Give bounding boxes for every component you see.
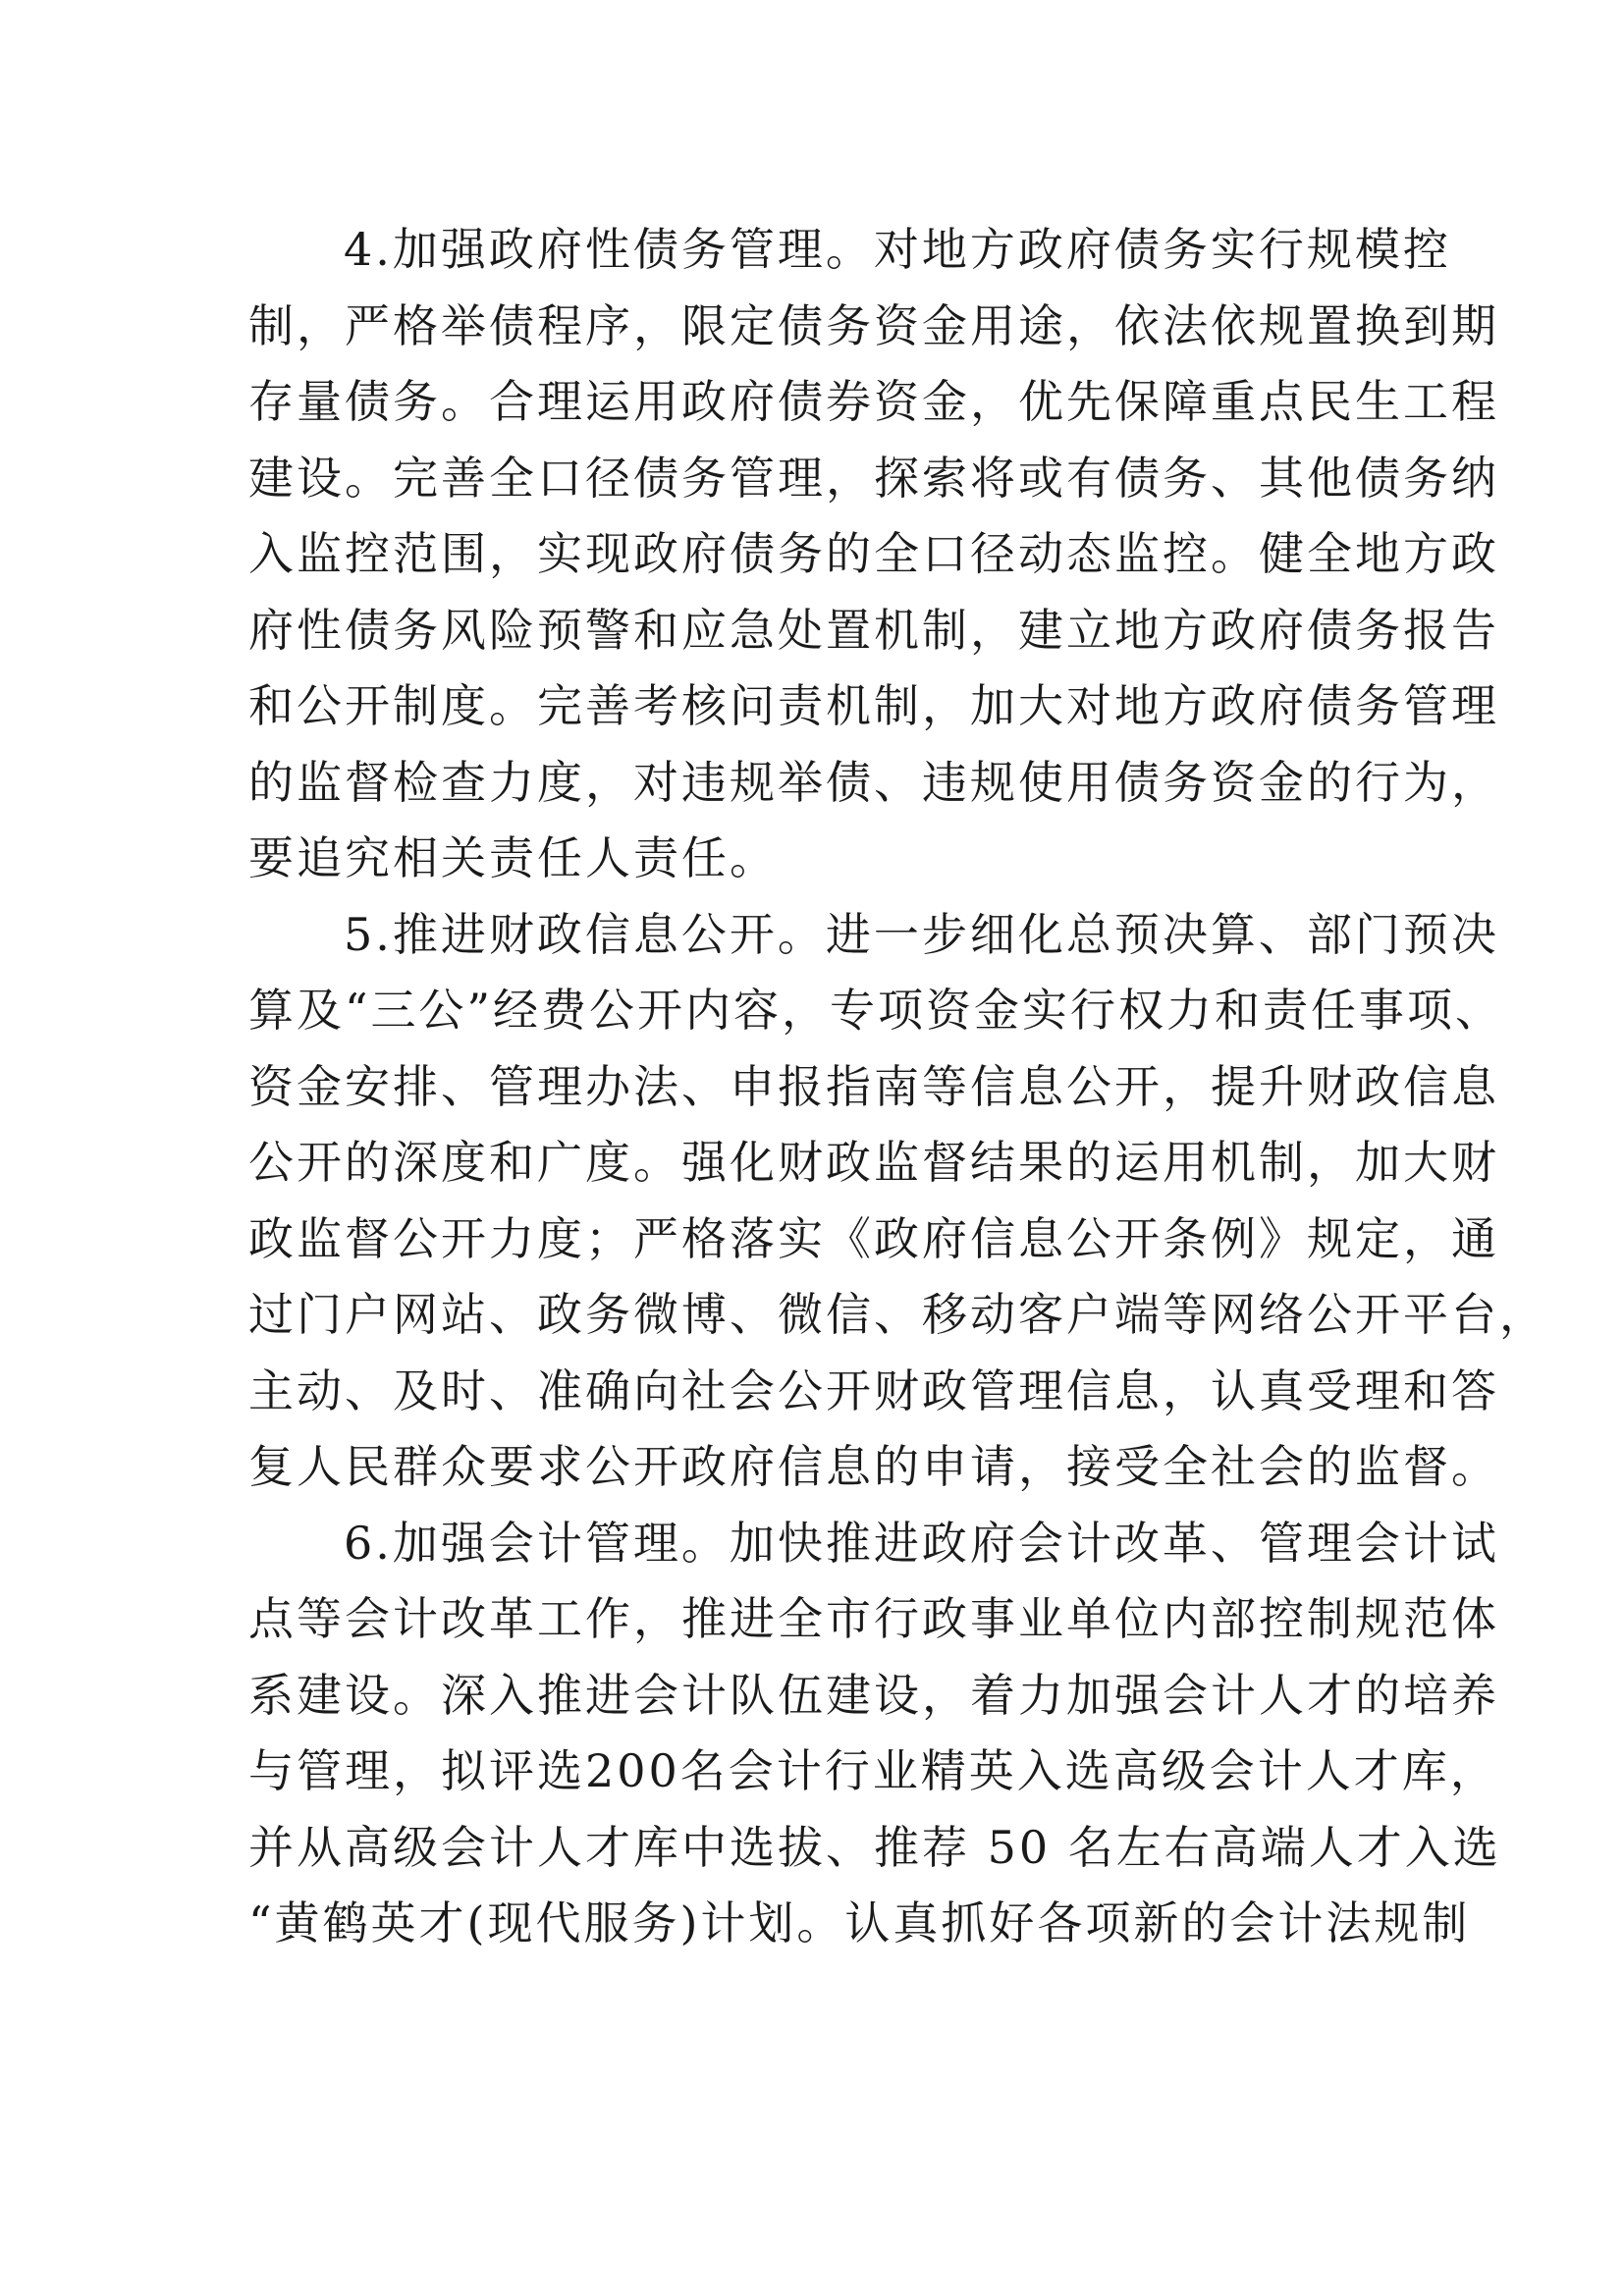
- text-line: 制，严格举债程序，限定债务资金用途，依法依规置换到期: [248, 298, 1499, 352]
- text-line: 复人民群众要求公开政府信息的申请，接受全社会的监督。: [248, 1440, 1499, 1493]
- text-line: 点等会计改革工作，推进全市行政事业单位内部控制规范体: [248, 1592, 1499, 1645]
- text-line: “黄鹤英才(现代服务)计划。认真抓好各项新的会计法规制: [248, 1896, 1471, 1949]
- text-line: 的监督检查力度，对违规举债、违规使用债务资金的行为，: [248, 755, 1499, 809]
- body-text: [248, 212, 1547, 1962]
- paragraph-accounting-management: [248, 1506, 1501, 1962]
- text-line: 6.加强会计管理。加快推进政府会计改革、管理会计试: [344, 1516, 1499, 1570]
- text-line: 算及“三公”经费公开内容，专项资金实行权力和责任事项、: [248, 984, 1504, 1037]
- text-line: 建设。完善全口径债务管理，探索将或有债务、其他债务纳: [248, 451, 1499, 505]
- text-line: 公开的深度和广度。强化财政监督结果的运用机制，加大财: [248, 1136, 1499, 1189]
- text-line: 主动、及时、准确向社会公开财政管理信息，认真受理和答: [248, 1363, 1499, 1417]
- paragraph-fiscal-disclosure: [248, 897, 1547, 1506]
- text-line: 4.加强政府性债务管理。对地方政府债务实行规模控: [344, 223, 1451, 276]
- text-line: 系建设。深入推进会计队伍建设，着力加强会计人才的培养: [248, 1668, 1499, 1722]
- paragraph-debt-management: [248, 212, 1499, 897]
- text-line: 资金安排、管理办法、申报指南等信息公开，提升财政信息: [248, 1059, 1499, 1113]
- text-line: 入监控范围，实现政府债务的全口径动态监控。健全地方政: [248, 527, 1499, 580]
- text-line: 政监督公开力度；严格落实《政府信息公开条例》规定，通: [248, 1211, 1499, 1265]
- text-line: 府性债务风险预警和应急处置机制，建立地方政府债务报告: [248, 603, 1499, 657]
- text-line: 并从高级会计人才库中选拔、推荐 50 名左右高端人才入选: [248, 1820, 1501, 1874]
- text-line: 5.推进财政信息公开。进一步细化总预决算、部门预决: [344, 907, 1499, 961]
- text-line: 要追究相关责任人责任。: [248, 831, 778, 884]
- text-line: 过门户网站、政务微博、微信、移动客户端等网络公开平台，: [248, 1288, 1547, 1341]
- text-line: 存量债务。合理运用政府债券资金，优先保障重点民生工程: [248, 375, 1499, 428]
- text-line: 和公开制度。完善考核问责机制，加大对地方政府债务管理: [248, 679, 1499, 732]
- text-line: 与管理，拟评选200名会计行业精英入选高级会计人才库，: [248, 1744, 1498, 1797]
